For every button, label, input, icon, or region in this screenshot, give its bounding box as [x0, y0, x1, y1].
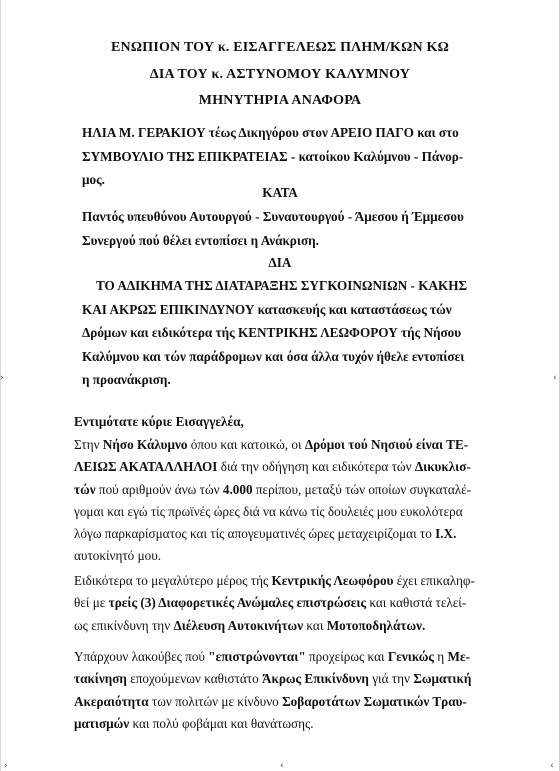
against-line: Παντός υπευθύνου Αυτουργού - Συναυτουργού - Άμεσου ή Έμμεσου — [82, 209, 464, 224]
offence-line: Καλύμνου και τών παράδρομων και όσα άλλα τυχόν ήθελε εντοπίσει — [82, 348, 465, 364]
paragraph-line: ΛΕΙΩΣ ΑΚΑΤΑΛΛΗΛΟΙ διά την οδήγηση και ειδικότερα τών Δικυκλισ- — [74, 459, 471, 475]
paragraph-line: γομαι και εγώ τίς πρωϊνές ώρες διά να κάνω τίς δουλειές μου ευκολότερα — [74, 503, 463, 519]
paragraph-line: ματισμών και πολύ φοβάμαι και θανάτωσης. — [74, 715, 314, 731]
offence-line: ΤΟ ΑΔΙΚΗΜΑ ΤΗΣ ΔΙΑΤΑΡΑΞΗΣ ΣΥΓΚΟΙΝΩΝΙΩΝ - ΚΑΚΗΣ — [96, 278, 468, 293]
complainant-line: ΣΥΜΒΟΥΛΙΟ ΤΗΣ ΕΠΙΚΡΑΤΕΙΑΣ - κατοίκου Καλύμνου - Πάνορ- — [82, 148, 464, 164]
salutation: Εντιμότατε κύριε Εισαγγελέα, — [74, 414, 244, 429]
paragraph-line: τών πού αριθμούν άνω τών 4.000 περίπου, μεταξύ τών οποίων συγκαταλέ- — [74, 481, 472, 497]
document-title: ΜΗΝΥΤΗΡΙΑ ΑΝΑΦΟΡΑ — [198, 93, 362, 108]
paragraph-3 — [74, 646, 494, 735]
complainant-line: ΗΛΙΑ Μ. ΓΕΡΑΚΙΟΥ τέως Δικηγόρου στον ΑΡΕΙΟ ΠΑΓΟ και στο — [82, 125, 459, 140]
against-block — [82, 205, 502, 252]
against-line: Συνεργού πού θέλει εντοπίσει η Ανάκριση. — [82, 232, 319, 248]
complainant-line: μος. — [82, 172, 105, 187]
offence-line: η προανάκριση. — [82, 372, 171, 387]
paragraph-line: Ακεραιότητα των πολιτών με κίνδυνο Σοβαροτάτων Σωματικών Τραυ- — [74, 693, 467, 709]
offence-heading: ΔΙΑ — [268, 255, 292, 270]
paragraph-line: Στην Νήσο Κάλυμνο όπου και κατοικώ, οι Δρόμοι τού Νησιού είναι ΤΕ- — [74, 437, 469, 452]
paragraph-line: Ειδικότερα το μεγαλύτερο μέρος τής Κεντρικής Λεωφόρου έχει επικαληφ- — [74, 573, 475, 588]
paragraph-line: ως επικίνδυνη την Διέλευση Αυτοκινήτων και Μοτοποδηλάτων. — [74, 617, 426, 633]
bottom-center-edge-mark: ‹ — [280, 761, 284, 771]
header-addressee: ΕΝΩΠΙΟΝ ΤΟΥ κ. ΕΙΣΑΓΓΕΛΕΩΣ ΠΛΗΜ/ΚΩΝ ΚΩ — [110, 40, 449, 55]
right-edge-mark: ‹ — [553, 373, 557, 383]
paragraph-2 — [74, 570, 494, 637]
paragraph-line: Υπάρχουν λακούβες πού "επιστρώνονται" προχείρως και Γενικώς η Με- — [74, 649, 470, 664]
left-edge-mark: › — [0, 373, 4, 383]
header-via: ΔΙΑ ΤΟΥ κ. ΑΣΤΥΝΟΜΟΥ ΚΑΛΥΜΝΟΥ — [149, 67, 411, 82]
offence-line: ΚΑΙ ΑΚΡΩΣ ΕΠΙΚΙΝΔΥΝΟΥ κατασκευής και καταστάσεως τών — [82, 301, 452, 317]
paragraph-line: τακίνηση εποχούμενων καθιστάτο Άκρως Επικίνδυνη γιά την Σωματική — [74, 671, 472, 687]
bottom-right-edge-mark: ‹ — [550, 761, 554, 771]
offence-block — [82, 274, 502, 392]
paragraph-line: θεί με τρείς (3) Διαφορετικές Ανώμαλες επιστρώσεις και καθιστά τελεί- — [74, 595, 467, 611]
paragraph-line: λόγω παρκαρίσματος και τίς απογευματινές ώρες μεταχειρίζομαι το Ι.Χ. — [74, 526, 457, 542]
offence-line: Δρόμων και ειδικότερα τής ΚΕΝΤΡΙΚΗΣ ΛΕΩΦΟΡΟΥ τής Νήσου — [82, 325, 462, 340]
bottom-left-edge-mark: › — [4, 761, 8, 771]
paragraph-1 — [74, 434, 494, 568]
against-heading: ΚΑΤΑ — [262, 185, 298, 200]
paragraph-line: αυτοκίνητό μου. — [74, 548, 162, 564]
